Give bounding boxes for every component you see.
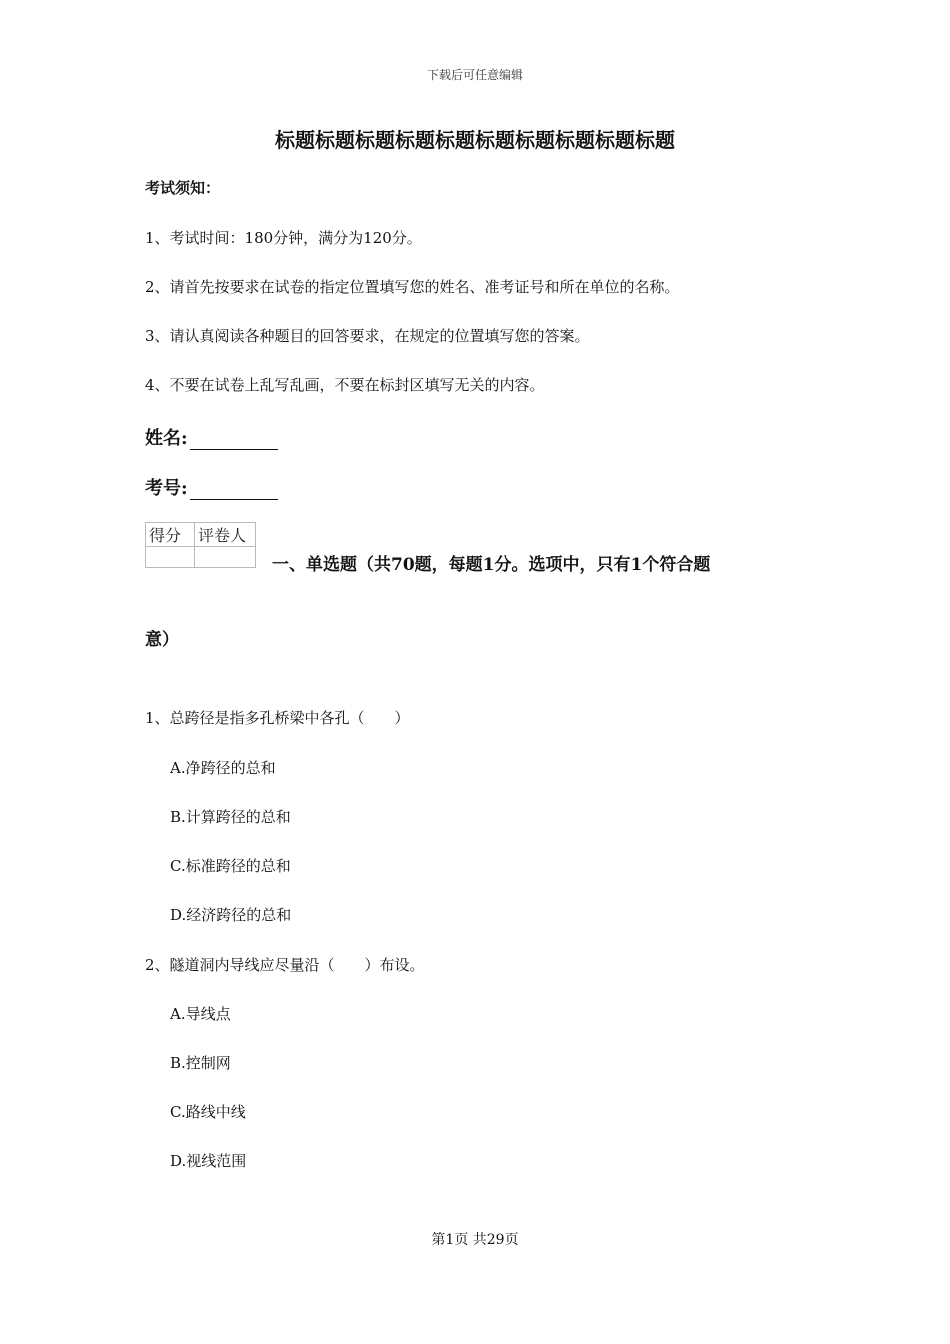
name-field bbox=[145, 424, 278, 450]
question-1-option-c: C.标准跨径的总和 bbox=[170, 857, 291, 875]
exam-number-field bbox=[145, 474, 278, 500]
question-2: 2、隧道洞内导线应尽量沿（ ）布设。 bbox=[145, 956, 425, 974]
notice-rule-3: 3、请认真阅读各种题目的回答要求，在规定的位置填写您的答案。 bbox=[145, 327, 590, 345]
grader-cell bbox=[195, 547, 256, 568]
question-2-option-d: D.视线范围 bbox=[170, 1152, 247, 1170]
name-blank[interactable] bbox=[190, 431, 278, 450]
exam-number-blank[interactable] bbox=[190, 481, 278, 500]
page-footer: 第1页 共29页 bbox=[431, 1232, 519, 1248]
notice-heading: 考试须知： bbox=[145, 179, 221, 197]
question-2-option-b: B.控制网 bbox=[170, 1054, 231, 1072]
notice-rule-4: 4、不要在试卷上乱写乱画，不要在标封区填写无关的内容。 bbox=[145, 376, 545, 394]
question-1-option-b: B.计算跨径的总和 bbox=[170, 808, 291, 826]
score-table bbox=[145, 522, 256, 568]
document-title: 标题标题标题标题标题标题标题标题标题标题 bbox=[275, 128, 675, 152]
exam-number-label: 考号: bbox=[145, 478, 188, 499]
notice-rule-1: 1、考试时间：180分钟，满分为120分。 bbox=[145, 229, 422, 247]
name-label: 姓名: bbox=[145, 428, 188, 449]
section-title-continued: 意） bbox=[145, 630, 179, 650]
question-1-option-a: A.净跨径的总和 bbox=[170, 759, 276, 777]
question-1: 1、总跨径是指多孔桥梁中各孔（ ） bbox=[145, 709, 410, 727]
question-1-option-d: D.经济跨径的总和 bbox=[170, 906, 292, 924]
question-2-option-c: C.路线中线 bbox=[170, 1103, 246, 1121]
score-cell bbox=[146, 547, 195, 568]
notice-rule-2: 2、请首先按要求在试卷的指定位置填写您的姓名、准考证号和所在单位的名称。 bbox=[145, 278, 680, 296]
section-title: 一、单选题（共70题，每题1分。选项中，只有1个符合题 bbox=[272, 555, 711, 575]
header-note: 下载后可任意编辑 bbox=[426, 68, 523, 82]
question-2-option-a: A.导线点 bbox=[170, 1005, 231, 1023]
score-header: 得分 bbox=[146, 523, 195, 547]
grader-header: 评卷人 bbox=[195, 523, 256, 547]
